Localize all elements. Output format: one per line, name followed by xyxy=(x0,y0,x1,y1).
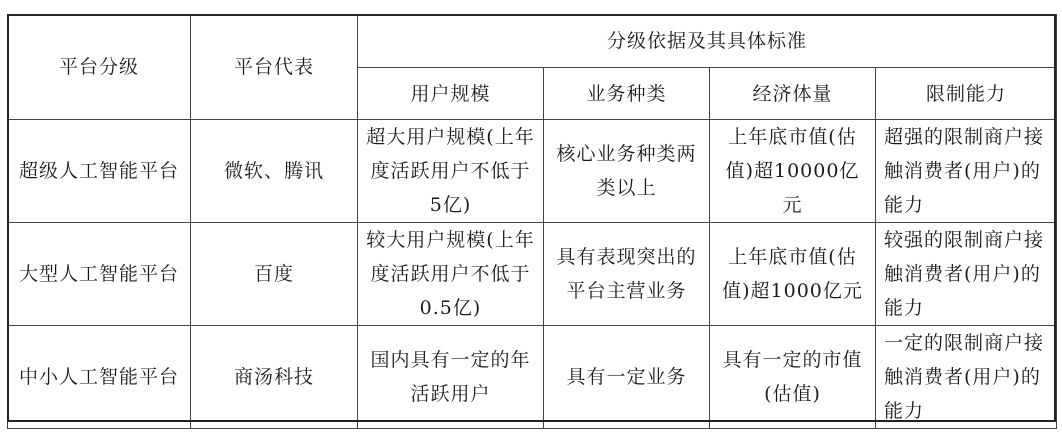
cell-business: 具有一定业务 xyxy=(544,326,710,429)
cell-user-scale: 国内具有一定的年活跃用户 xyxy=(358,326,544,429)
caption-fragment xyxy=(0,0,1062,6)
table-row xyxy=(8,223,1057,326)
cell-economy: 具有一定的市值(估值) xyxy=(710,326,876,429)
header-level: 平台分级 xyxy=(8,15,191,120)
cell-economy: 上年底市值(估值)超10000亿元 xyxy=(710,120,876,223)
cell-business: 核心业务种类两类以上 xyxy=(544,120,710,223)
header-economy: 经济体量 xyxy=(710,68,876,120)
platform-classification-table xyxy=(7,14,1057,429)
table-row xyxy=(8,120,1057,223)
header-business: 业务种类 xyxy=(544,68,710,120)
cell-representative: 百度 xyxy=(191,223,358,326)
cell-restriction: 一定的限制商户接触消费者(用户)的能力 xyxy=(876,326,1057,429)
cell-representative: 商汤科技 xyxy=(191,326,358,429)
cell-user-scale: 较大用户规模(上年度活跃用户不低于0.5亿) xyxy=(358,223,544,326)
cell-level: 超级人工智能平台 xyxy=(8,120,191,223)
header-row-top xyxy=(8,15,1057,68)
cell-user-scale: 超大用户规模(上年度活跃用户不低于5亿) xyxy=(358,120,544,223)
header-restriction: 限制能力 xyxy=(876,68,1057,120)
cell-level: 中小人工智能平台 xyxy=(8,326,191,429)
cell-level: 大型人工智能平台 xyxy=(8,223,191,326)
table-row xyxy=(8,326,1057,429)
cell-economy: 上年底市值(估值)超1000亿元 xyxy=(710,223,876,326)
cell-business: 具有表现突出的平台主营业务 xyxy=(544,223,710,326)
cell-restriction: 较强的限制商户接触消费者(用户)的能力 xyxy=(876,223,1057,326)
cell-representative: 微软、腾讯 xyxy=(191,120,358,223)
cell-restriction: 超强的限制商户接触消费者(用户)的能力 xyxy=(876,120,1057,223)
header-representative: 平台代表 xyxy=(191,15,358,120)
header-user-scale: 用户规模 xyxy=(358,68,544,120)
header-criteria-group: 分级依据及其具体标准 xyxy=(358,15,1057,68)
